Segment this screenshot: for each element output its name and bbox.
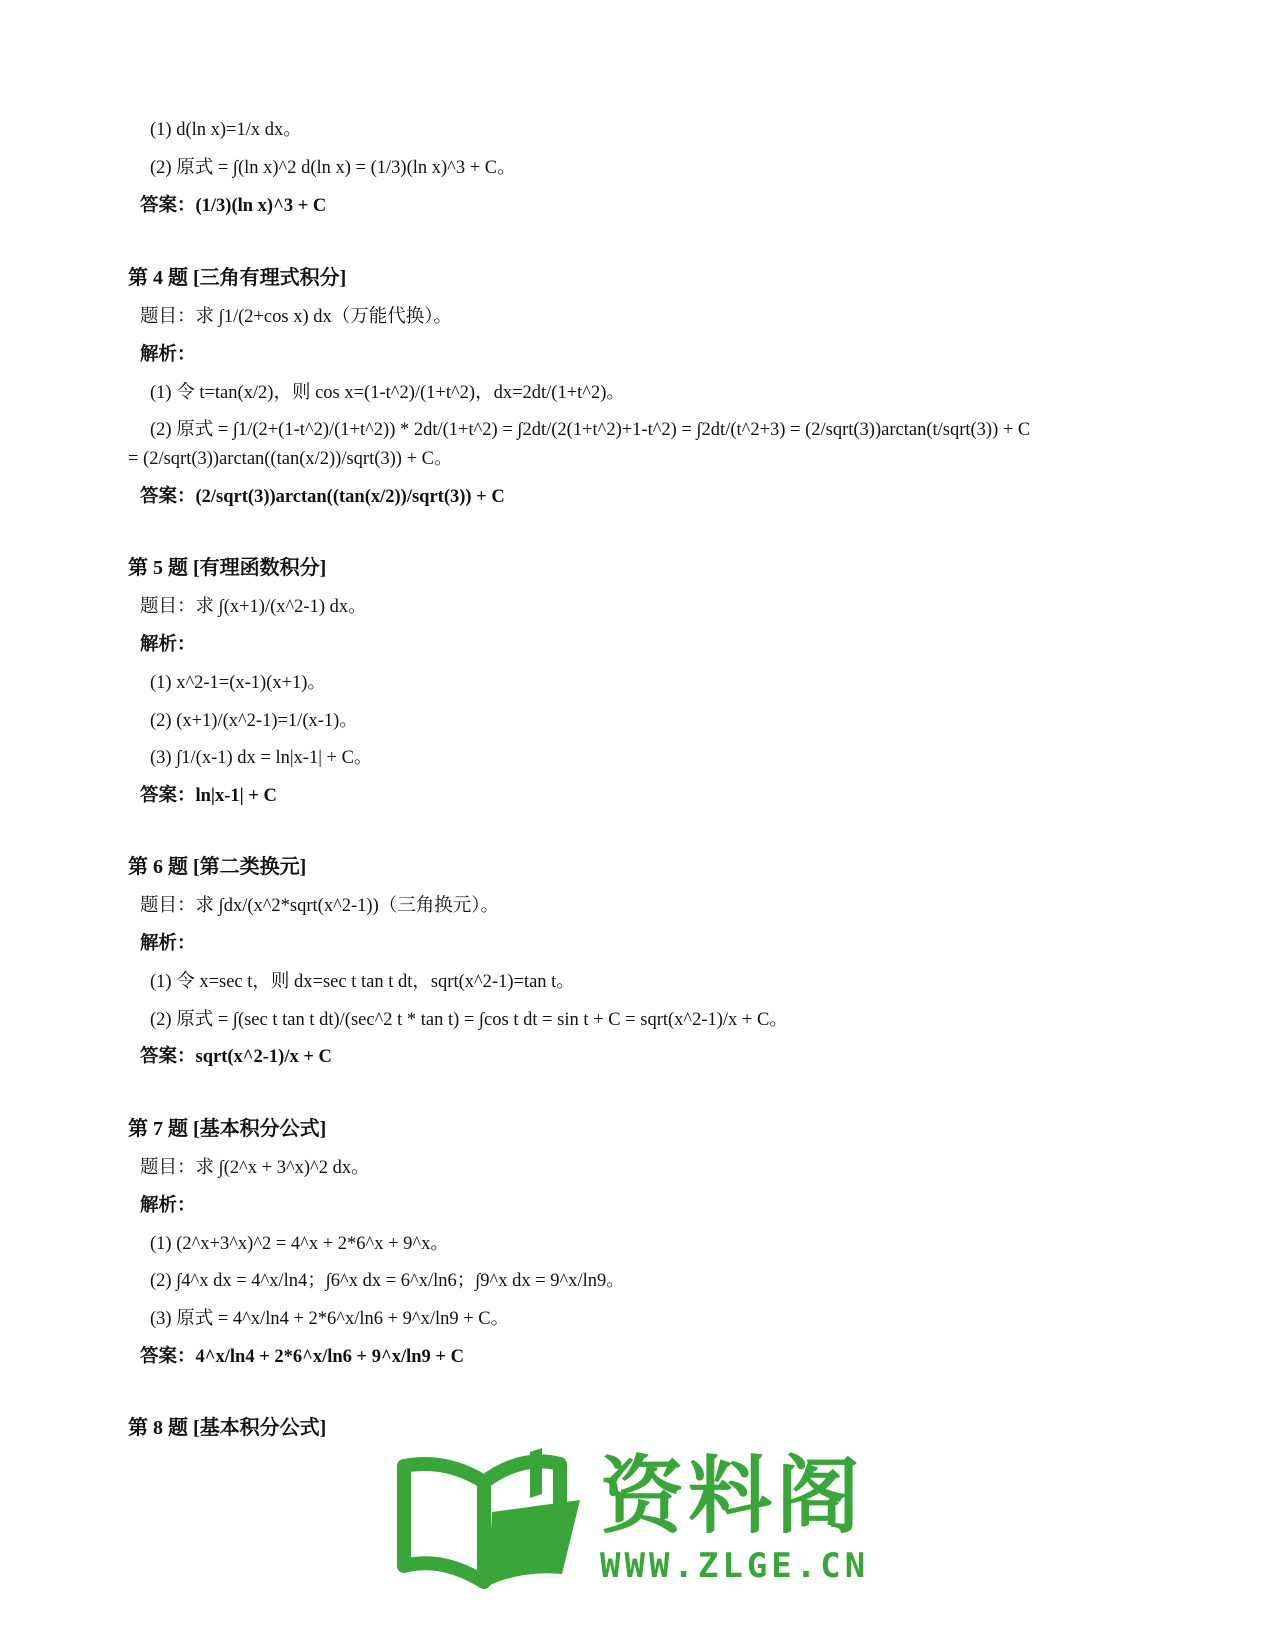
q4-heading: 第 4 题 [三角有理式积分] [128,267,347,289]
q7-analysis-label: 解析： [140,1196,196,1216]
q5-heading: 第 5 题 [有理函数积分] [128,557,327,579]
watermark-brand: 资料阁 [600,1447,865,1545]
q5-step-3: (3) ∫1/(x-1) dx = ln|x-1| + C。 [150,748,373,768]
open-book-icon [392,1442,592,1592]
q3-answer: 答案：(1/3)(ln x)^3 + C [140,196,327,216]
q4-step-2-continued: = (2/sqrt(3))arctan((tan(x/2))/sqrt(3)) + C。 [128,449,453,469]
q7-prompt: 题目：求 ∫(2^x + 3^x)^2 dx。 [140,1158,370,1178]
q5-analysis-label: 解析： [140,635,196,655]
q7-step-3: (3) 原式 = 4^x/ln4 + 2*6^x/ln6 + 9^x/ln9 + C。 [150,1309,510,1329]
q6-analysis-label: 解析： [140,934,196,954]
watermark-url: WWW.ZLGE.CN [600,1546,870,1586]
q6-step-1: (1) 令 x=sec t，则 dx=sec t tan t dt，sqrt(x^2-1)=tan t。 [150,972,575,992]
q6-answer: 答案：sqrt(x^2-1)/x + C [140,1047,332,1067]
q6-heading: 第 6 题 [第二类换元] [128,856,307,878]
q4-step-1: (1) 令 t=tan(x/2)，则 cos x=(1-t^2)/(1+t^2)，dx=2dt/(1+t^2)。 [150,383,625,403]
q5-step-1: (1) x^2-1=(x-1)(x+1)。 [150,673,326,693]
q4-analysis-label: 解析： [140,345,196,365]
q7-answer: 答案：4^x/ln4 + 2*6^x/ln6 + 9^x/ln9 + C [140,1347,464,1367]
q7-step-1: (1) (2^x+3^x)^2 = 4^x + 2*6^x + 9^x。 [150,1234,449,1254]
q6-prompt: 题目：求 ∫dx/(x^2*sqrt(x^2-1))（三角换元）。 [140,896,499,916]
q4-step-2: (2) 原式 = ∫1/(2+(1-t^2)/(1+t^2)) * 2dt/(1+t^2) = ∫2dt/(2(1+t^2)+1-t^2) = ∫2dt/(t^2+3) = (2/sqrt(3))arctan(t/sqrt(3)) + C [150,420,1031,440]
q5-answer: 答案：ln|x-1| + C [140,786,277,806]
q5-step-2: (2) (x+1)/(x^2-1)=1/(x-1)。 [150,711,358,731]
q4-answer: 答案：(2/sqrt(3))arctan((tan(x/2))/sqrt(3)) + C [140,487,505,507]
q3-step-1: (1) d(ln x)=1/x dx。 [150,120,302,140]
q8-heading: 第 8 题 [基本积分公式] [128,1417,327,1439]
q7-heading: 第 7 题 [基本积分公式] [128,1118,327,1140]
q3-step-2: (2) 原式 = ∫(ln x)^2 d(ln x) = (1/3)(ln x)^3 + C。 [150,158,516,178]
q7-step-2: (2) ∫4^x dx = 4^x/ln4；∫6^x dx = 6^x/ln6；∫9^x dx = 9^x/ln9。 [150,1271,625,1291]
q5-prompt: 题目：求 ∫(x+1)/(x^2-1) dx。 [140,597,367,617]
q6-step-2: (2) 原式 = ∫(sec t tan t dt)/(sec^2 t * tan t) = ∫cos t dt = sin t + C = sqrt(x^2-1)/x + C。 [150,1010,788,1030]
q4-prompt: 题目：求 ∫1/(2+cos x) dx（万能代换）。 [140,307,452,327]
